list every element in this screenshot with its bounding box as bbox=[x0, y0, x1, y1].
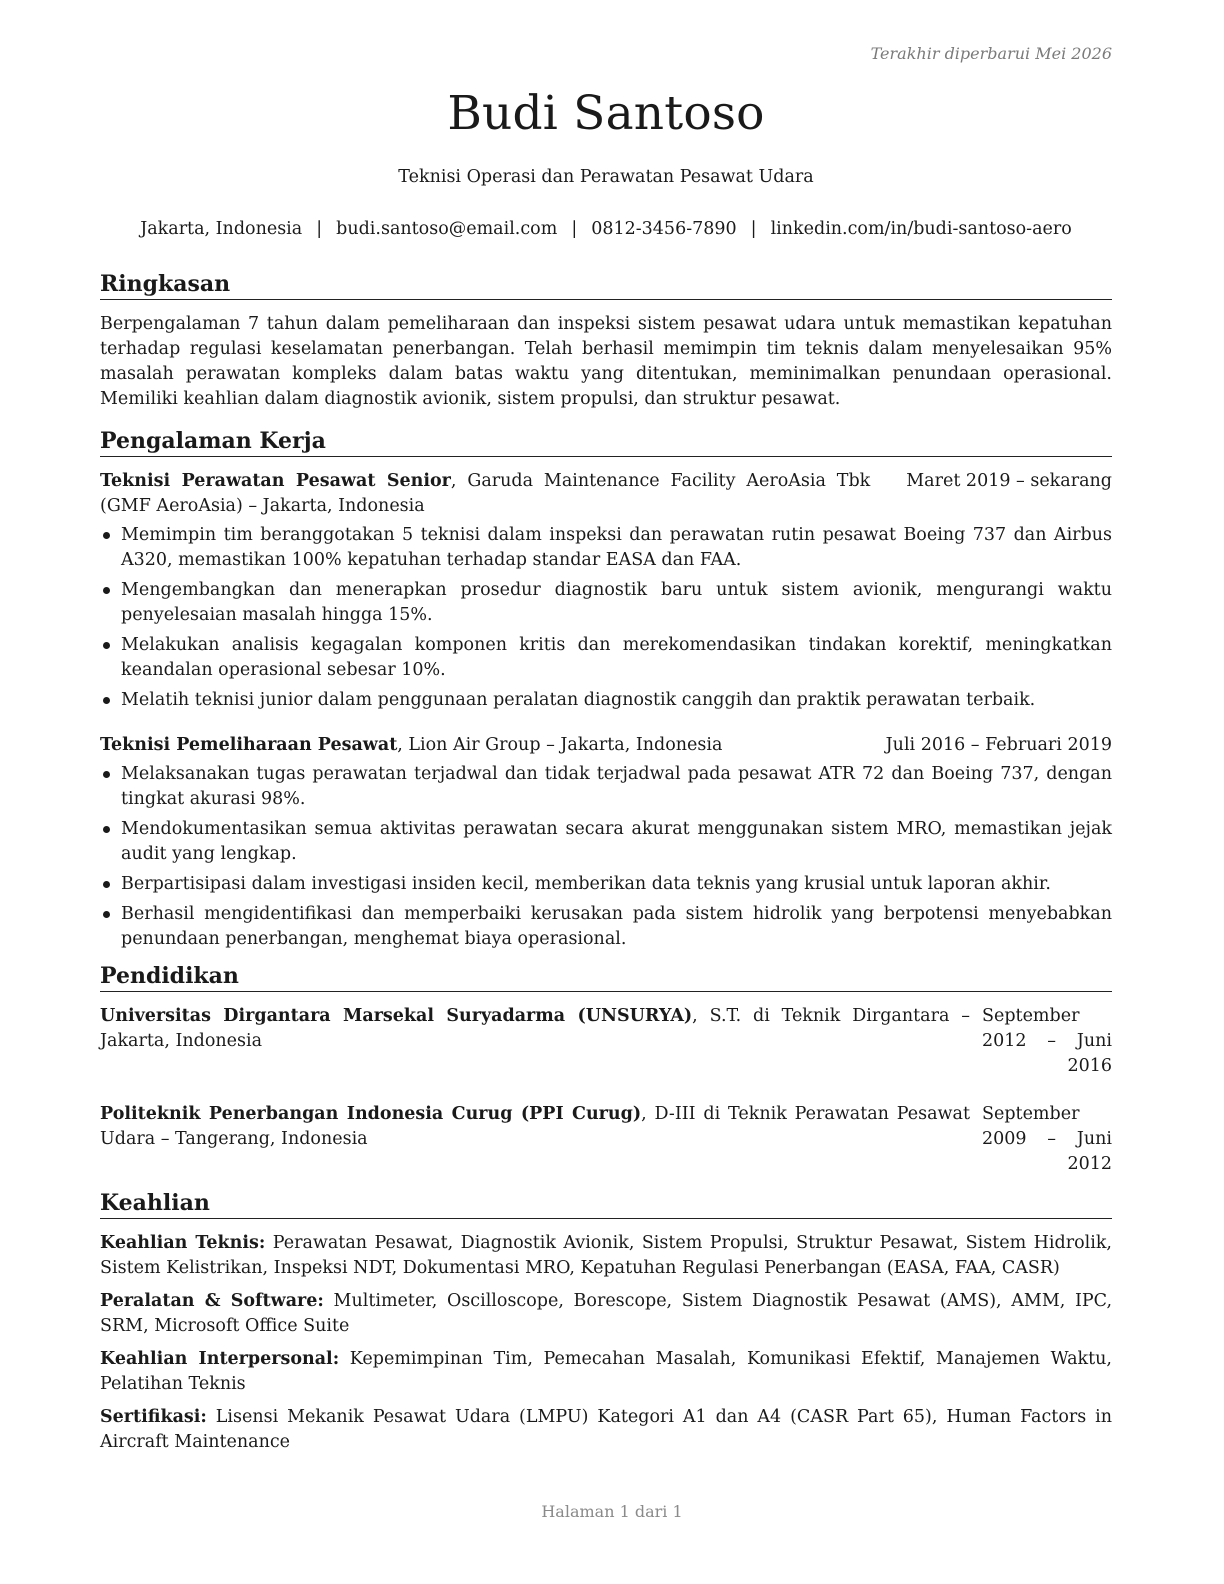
job-bullets bbox=[100, 523, 1112, 713]
bullet-text: Memimpin tim beranggotakan 5 teknisi dalam inspeksi dan perawatan rutin pesawat Boeing 737 dan Airbus A320, memastikan 100% kepatuhan terhadap standar EASA dan FAA. bbox=[121, 525, 1112, 570]
contact-linkedin[interactable]: linkedin.com/in/budi-santoso-aero bbox=[770, 219, 1072, 239]
resume-body bbox=[100, 270, 1112, 1463]
job-dates: Maret 2019 – sekarang bbox=[906, 471, 1112, 491]
education-school: Universitas Dirgantara Marsekal Suryadarma (UNSURYA) bbox=[100, 1006, 693, 1026]
skill-label: Keahlian Interpersonal: bbox=[100, 1349, 340, 1369]
bullet-icon bbox=[103, 587, 110, 594]
education-title-line bbox=[100, 1004, 970, 1054]
skill-text: Multimeter, Oscilloscope, Borescope, Sistem Diagnostik Pesawat (AMS), AMM, IPC, SRM, Microsoft Office Suite bbox=[100, 1291, 1113, 1336]
skill-text: Kepemimpinan Tim, Pemecahan Masalah, Komunikasi Efektif, Manajemen Waktu, Pelatihan Teknis bbox=[100, 1349, 1112, 1394]
education-section bbox=[100, 962, 1112, 1177]
bullet-icon bbox=[103, 771, 110, 778]
summary-heading: Ringkasan bbox=[100, 270, 1112, 300]
bullet-icon bbox=[103, 697, 110, 704]
bullet-text: Mengembangkan dan menerapkan prosedur diagnostik baru untuk sistem avionik, mengurangi waktu penyelesaian masalah hingga 15%. bbox=[121, 580, 1112, 625]
contact-separator: | bbox=[750, 219, 757, 239]
education-entry bbox=[100, 1004, 1112, 1079]
skill-label: Peralatan & Software: bbox=[100, 1291, 324, 1311]
bullet-text: Melakukan analisis kegagalan komponen kritis dan merekomendasikan tindakan korektif, meningkatkan keandalan operasional sebesar 10%. bbox=[121, 635, 1112, 680]
page-number: Halaman 1 dari 1 bbox=[541, 1502, 683, 1521]
job-title-line bbox=[100, 469, 870, 519]
skill-text: Perawatan Pesawat, Diagnostik Avionik, Sistem Propulsi, Struktur Pesawat, Sistem Hidrolik, Sistem Kelistrikan, Inspeksi NDT, Dokumentasi MRO, Kepatuhan Regulasi Penerbangan (EASA, FAA, CASR) bbox=[100, 1233, 1112, 1278]
bullet-icon bbox=[103, 532, 110, 539]
job-bullets bbox=[100, 762, 1112, 952]
candidate-name: Budi Santoso bbox=[447, 86, 765, 141]
job-entry bbox=[100, 469, 1112, 713]
education-detail: , D-III di Teknik Perawatan Pesawat Udara – Tangerang, Indonesia bbox=[100, 1104, 970, 1149]
job-organization: , Garuda Maintenance Facility AeroAsia Tbk (GMF AeroAsia) – Jakarta, Indonesia bbox=[100, 471, 871, 516]
list-item bbox=[100, 872, 1112, 897]
bullet-icon bbox=[103, 881, 110, 888]
summary-text: Berpengalaman 7 tahun dalam pemeliharaan dan inspeksi sistem pesawat udara untuk memastikan kepatuhan terhadap regulasi keselamatan penerbangan. Telah berhasil memimpin tim teknis dalam menyelesaikan 95% masalah perawatan kompleks dalam batas waktu yang ditentukan, meminimalkan penundaan operasional. Memiliki keahlian dalam diagnostik avionik, sistem propulsi, dan struktur pesawat. bbox=[100, 314, 1112, 409]
job-organization: , Lion Air Group – Jakarta, Indonesia bbox=[397, 735, 723, 755]
education-dates: September 2009 – Juni 2012 bbox=[982, 1104, 1112, 1174]
bullet-icon bbox=[103, 911, 110, 918]
list-item bbox=[100, 902, 1112, 952]
skills-heading: Keahlian bbox=[100, 1189, 1112, 1219]
job-header bbox=[100, 469, 1112, 519]
contact-location: Jakarta, Indonesia bbox=[140, 219, 303, 239]
education-title-line bbox=[100, 1102, 970, 1152]
job-header bbox=[100, 733, 1112, 758]
skill-label: Keahlian Teknis: bbox=[100, 1233, 266, 1253]
bullet-icon bbox=[103, 826, 110, 833]
summary-section bbox=[100, 270, 1112, 412]
list-item bbox=[100, 633, 1112, 683]
last-updated-note: Terakhir diperbarui Mei 2026 bbox=[870, 44, 1112, 63]
skill-line bbox=[100, 1289, 1112, 1339]
bullet-text: Berhasil mengidentifikasi dan memperbaiki kerusakan pada sistem hidrolik yang berpotensi menyebabkan penundaan penerbangan, menghemat biaya operasional. bbox=[121, 904, 1112, 949]
list-item bbox=[100, 817, 1112, 867]
job-entry bbox=[100, 733, 1112, 952]
bullet-icon bbox=[103, 642, 110, 649]
experience-section bbox=[100, 427, 1112, 952]
job-title-line bbox=[100, 733, 850, 758]
skill-text: Lisensi Mekanik Pesawat Udara (LMPU) Kategori A1 dan A4 (CASR Part 65), Human Factors in Aircraft Maintenance bbox=[100, 1407, 1112, 1452]
skill-line bbox=[100, 1231, 1112, 1281]
skill-line bbox=[100, 1405, 1112, 1455]
job-role: Teknisi Pemeliharaan Pesawat bbox=[100, 735, 398, 755]
bullet-text: Melaksanakan tugas perawatan terjadwal dan tidak terjadwal pada pesawat ATR 72 dan Boeing 737, dengan tingkat akurasi 98%. bbox=[121, 764, 1112, 809]
candidate-headline: Teknisi Operasi dan Perawatan Pesawat Udara bbox=[398, 167, 814, 187]
list-item bbox=[100, 523, 1112, 573]
skill-label: Sertifikasi: bbox=[100, 1407, 207, 1427]
contact-line bbox=[100, 219, 1112, 239]
education-header bbox=[100, 1102, 1112, 1177]
bullet-text: Berpartisipasi dalam investigasi insiden kecil, memberikan data teknis yang krusial untuk laporan akhir. bbox=[121, 874, 1051, 894]
bullet-text: Mendokumentasikan semua aktivitas perawatan secara akurat menggunakan sistem MRO, memastikan jejak audit yang lengkap. bbox=[121, 819, 1112, 864]
job-dates: Juli 2016 – Februari 2019 bbox=[885, 735, 1112, 755]
skill-line bbox=[100, 1347, 1112, 1397]
education-detail: , S.T. di Teknik Dirgantara – Jakarta, Indonesia bbox=[100, 1006, 970, 1051]
list-item bbox=[100, 578, 1112, 628]
skills-section bbox=[100, 1189, 1112, 1455]
contact-separator: | bbox=[316, 219, 323, 239]
education-header bbox=[100, 1004, 1112, 1079]
education-heading: Pendidikan bbox=[100, 962, 1112, 992]
list-item bbox=[100, 762, 1112, 812]
job-role: Teknisi Perawatan Pesawat Senior bbox=[100, 471, 451, 491]
education-entry bbox=[100, 1102, 1112, 1177]
experience-heading: Pengalaman Kerja bbox=[100, 427, 1112, 457]
contact-separator: | bbox=[571, 219, 578, 239]
list-item bbox=[100, 688, 1112, 713]
contact-phone: 0812-3456-7890 bbox=[591, 219, 737, 239]
education-dates: September 2012 – Juni 2016 bbox=[982, 1006, 1112, 1076]
education-school: Politeknik Penerbangan Indonesia Curug (PPI Curug) bbox=[100, 1104, 642, 1124]
bullet-text: Melatih teknisi junior dalam penggunaan peralatan diagnostik canggih dan praktik perawatan terbaik. bbox=[121, 690, 1036, 710]
contact-email[interactable]: budi.santoso@email.com bbox=[336, 219, 558, 239]
